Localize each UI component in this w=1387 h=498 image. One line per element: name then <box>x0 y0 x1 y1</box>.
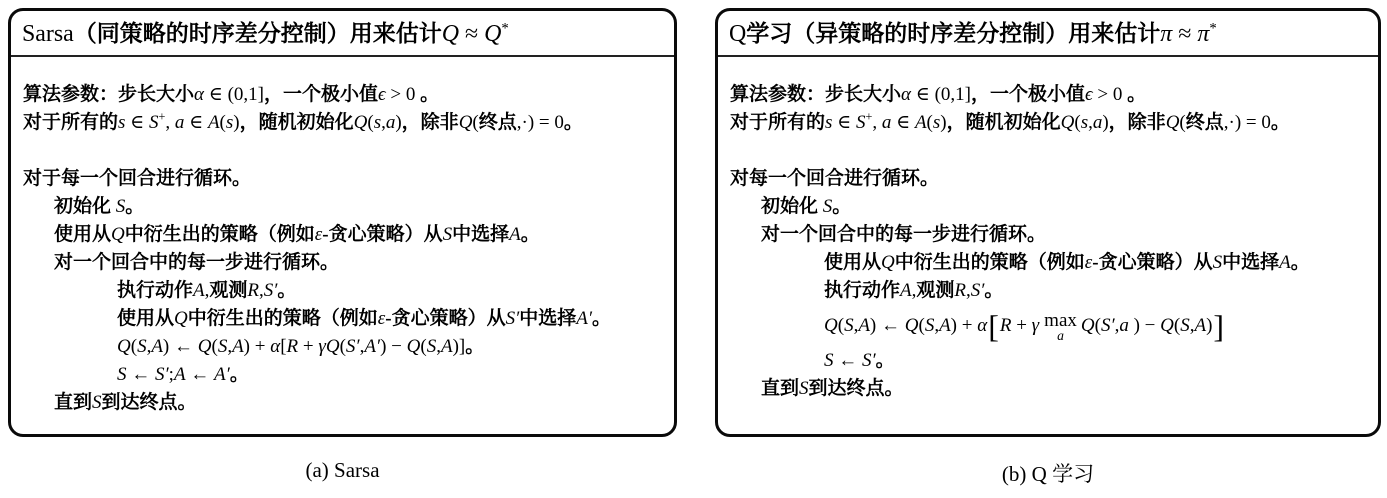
text-segment: 。 <box>125 196 145 217</box>
algorithm-line <box>23 249 668 277</box>
math-segment: ε <box>314 224 323 245</box>
math-segment: S <box>1212 252 1223 273</box>
text-segment: 初始化 <box>761 196 823 217</box>
math-segment: R <box>999 315 1012 336</box>
text-segment: 中衍生出的策略（例如 <box>124 224 315 245</box>
math-segment: ; <box>168 364 174 385</box>
text-segment: 。 <box>1127 84 1147 105</box>
math-segment: γ <box>1031 315 1040 336</box>
math-segment: A <box>1279 252 1291 273</box>
algorithm-title-qlearning <box>718 11 1378 57</box>
math-segment: Q <box>197 336 212 357</box>
math-segment: ] <box>1213 308 1225 344</box>
math-segment: S <box>426 336 437 357</box>
math-segment: + <box>1011 315 1032 336</box>
algorithm-line <box>730 193 1372 221</box>
math-segment: π <box>1197 21 1210 47</box>
math-segment: S <box>822 196 833 217</box>
math-segment: A <box>1194 315 1207 336</box>
algorithm-line <box>730 81 1372 109</box>
math-segment: ϵ <box>1084 84 1093 105</box>
algorithm-box-sarsa <box>8 8 677 437</box>
math-segment: ∈ (0,1] <box>204 84 264 105</box>
math-segment: s <box>118 112 126 133</box>
algorithm-line <box>730 221 1372 249</box>
math-segment: S <box>824 350 834 371</box>
math-segment: ,·) = 0 <box>1223 112 1271 133</box>
algorithm-line <box>730 249 1372 277</box>
algorithm-line <box>23 277 668 305</box>
text-segment: 。 <box>229 364 249 385</box>
text-segment: ，一个极小值 <box>970 84 1085 105</box>
algorithm-blank-line <box>730 137 1372 165</box>
math-segment: S <box>115 196 126 217</box>
math-segment: + <box>298 336 319 357</box>
math-segment: )] <box>452 336 466 357</box>
math-segment: [ <box>280 336 287 357</box>
text-segment: 观测 <box>916 280 955 301</box>
math-segment: ← <box>126 364 155 385</box>
algorithm-line <box>23 81 668 109</box>
text-segment: 。 <box>420 84 440 105</box>
math-segment: S′ <box>263 280 278 301</box>
math-segment: ( <box>1173 315 1181 336</box>
text-segment: ，随机初始化 <box>946 112 1061 133</box>
math-segment: s <box>1080 112 1089 133</box>
algorithm-line <box>23 109 668 137</box>
math-segment: , <box>436 336 441 357</box>
algorithm-line <box>23 361 668 389</box>
algorithm-title-sarsa <box>11 11 674 57</box>
text-segment: 。 <box>277 280 297 301</box>
text-segment: ，除非 <box>1108 112 1166 133</box>
math-segment: π <box>1160 21 1173 47</box>
text-segment: 初始化 <box>54 196 116 217</box>
algorithm-blank-line <box>23 137 668 165</box>
algorithm-line <box>730 347 1372 375</box>
math-segment: A <box>939 315 951 336</box>
math-segment: a <box>1119 315 1129 336</box>
math-segment: ( <box>420 336 427 357</box>
text-segment: 。 <box>875 350 895 371</box>
caption-qlearning: (b) Q 学习 <box>1001 462 1095 486</box>
math-segment: * <box>1209 20 1217 37</box>
math-segment: ( <box>130 336 138 357</box>
math-segment: ) ← <box>869 315 905 336</box>
math-segment: S′ <box>862 350 876 371</box>
math-segment: S′ <box>505 308 520 329</box>
math-segment: R <box>286 336 299 357</box>
math-segment: α <box>977 315 988 336</box>
math-segment: Q <box>325 336 340 357</box>
math-segment: , <box>259 280 264 301</box>
math-segment: Q <box>111 224 125 245</box>
math-segment: ) <box>395 112 402 133</box>
math-segment: ( <box>837 315 845 336</box>
text-segment: 算法参数：步长大小 <box>730 84 902 105</box>
math-segment: a <box>1092 112 1103 133</box>
math-segment: Q <box>117 336 131 357</box>
math-segment: ( <box>918 315 925 336</box>
math-segment: ) + <box>243 336 271 357</box>
math-segment: A <box>900 280 912 301</box>
math-segment: S <box>1180 315 1190 336</box>
caption-sarsa: (a) Sarsa <box>305 458 380 482</box>
algorithm-line <box>730 277 1372 305</box>
math-segment: s <box>825 112 833 133</box>
math-segment: A <box>914 112 927 133</box>
math-segment: S <box>217 336 228 357</box>
algorithm-body-qlearning <box>718 57 1378 403</box>
math-segment: ( <box>1094 315 1101 336</box>
text-segment: 终点 <box>1185 112 1224 133</box>
math-segment: ∈ <box>832 112 856 133</box>
math-segment: Q <box>1160 315 1174 336</box>
text-segment: 使用从 <box>117 308 175 329</box>
math-segment: , <box>1114 315 1120 336</box>
math-segment: , <box>853 315 859 336</box>
text-segment: 学习（异策略的时序差分控制）用来估计 <box>746 21 1161 46</box>
text-segment: 。 <box>1270 112 1290 133</box>
text-segment: 对于所有的 <box>730 112 826 133</box>
math-segment: ) − <box>380 336 407 357</box>
algorithm-box-qlearning <box>715 8 1381 437</box>
math-segment: Q <box>904 315 919 336</box>
math-segment: ) <box>1102 112 1109 133</box>
algorithm-line <box>23 333 668 361</box>
math-segment: , <box>911 280 917 301</box>
algorithm-line <box>23 193 668 221</box>
math-segment: R <box>247 280 259 301</box>
math-segment: α <box>270 336 281 357</box>
text-segment: 。 <box>832 196 852 217</box>
math-segment: a <box>174 112 185 133</box>
text-segment: 中选择 <box>1222 252 1280 273</box>
math-segment: ∈ <box>184 112 208 133</box>
math-segment: ≈ <box>1172 21 1198 47</box>
math-segment: Q <box>881 252 895 273</box>
text-segment: 。 <box>563 112 583 133</box>
text-segment: 使用从 <box>824 252 882 273</box>
math-segment: A <box>173 364 186 385</box>
text-segment: -贪心策略）从 <box>1092 252 1213 273</box>
text-segment: 中衍生出的策略（例如 <box>187 308 378 329</box>
math-segment: a <box>881 112 892 133</box>
text-segment: 。 <box>520 224 540 245</box>
math-segment: * <box>501 20 509 37</box>
math-segment: + <box>158 109 166 124</box>
text-segment: 观测 <box>209 280 248 301</box>
text-segment: 算法参数：步长大小 <box>23 84 195 105</box>
text-segment: 对于每一个回合进行循环。 <box>23 168 252 189</box>
algorithm-body-sarsa <box>11 57 674 417</box>
text-segment: ，除非 <box>401 112 459 133</box>
text-segment: 对一个回合中的每一步进行循环。 <box>54 252 340 273</box>
text-segment: -贪心策略）从 <box>322 224 443 245</box>
text-segment: 。 <box>465 336 485 357</box>
math-segment: A <box>193 280 205 301</box>
math-segment: , <box>204 280 210 301</box>
text-segment: 中选择 <box>519 308 577 329</box>
math-segment: , <box>165 112 175 133</box>
math-segment: ∈ <box>125 112 149 133</box>
math-segment: A <box>858 315 870 336</box>
math-segment: Q <box>458 112 473 133</box>
math-segment: ,·) = 0 <box>516 112 564 133</box>
text-segment: 直到 <box>54 392 93 413</box>
math-segment: ( <box>339 336 346 357</box>
math-segment: Q <box>729 21 747 47</box>
math-segment: R <box>954 280 966 301</box>
text-segment: 直到 <box>761 378 800 399</box>
text-segment: 到达终点。 <box>808 378 904 399</box>
text-segment: 终点 <box>478 112 517 133</box>
text-segment: 对每一个回合进行循环。 <box>730 168 940 189</box>
math-segment: a <box>385 112 396 133</box>
math-segment: ≈ <box>459 21 485 47</box>
math-segment: ∈ <box>891 112 915 133</box>
math-segment: ← <box>833 350 862 371</box>
math-segment: ) − <box>1128 315 1161 336</box>
algorithm-line <box>730 109 1372 137</box>
algorithm-line <box>23 389 668 417</box>
math-segment: ) <box>233 112 240 133</box>
math-segment: S <box>92 392 102 413</box>
math-segment: A′ <box>214 364 230 385</box>
math-segment: A <box>509 224 521 245</box>
math-segment: A′ <box>576 308 593 329</box>
text-segment: ，一个极小值 <box>263 84 378 105</box>
text-segment: 。 <box>592 308 612 329</box>
algorithm-line <box>730 165 1372 193</box>
algorithm-line <box>23 165 668 193</box>
math-segment: ( <box>472 112 479 133</box>
math-segment: s <box>932 112 941 133</box>
math-segment: , <box>1189 315 1195 336</box>
math-segment: s <box>225 112 234 133</box>
math-segment: A′ <box>364 336 381 357</box>
math-segment: A <box>207 112 220 133</box>
math-segment: S <box>924 315 935 336</box>
max-operator: max a <box>1044 309 1077 343</box>
math-segment: ( <box>1179 112 1186 133</box>
math-segment: Q <box>824 315 838 336</box>
math-segment: , <box>359 336 365 357</box>
math-segment: > 0 <box>1092 84 1128 105</box>
math-segment: , <box>934 315 940 336</box>
math-segment: ε <box>377 308 386 329</box>
math-segment: Q <box>1060 112 1075 133</box>
math-segment: Q <box>1080 315 1095 336</box>
math-segment: ϵ <box>377 84 386 105</box>
math-segment: α <box>194 84 204 105</box>
math-segment: S <box>442 224 453 245</box>
math-segment: S <box>137 336 147 357</box>
math-segment: Q <box>174 308 188 329</box>
text-segment: -贪心策略）从 <box>385 308 506 329</box>
math-segment: + <box>865 109 873 124</box>
math-segment: ∈ (0,1] <box>911 84 971 105</box>
math-segment: , <box>872 112 882 133</box>
math-segment: S <box>844 315 854 336</box>
math-segment: Q <box>1165 112 1180 133</box>
text-segment: （同策略的时序差分控制）用来估计 <box>73 21 442 46</box>
math-segment: Q <box>441 21 460 47</box>
math-segment: A <box>440 336 453 357</box>
text-segment: 对于所有的 <box>23 112 119 133</box>
algorithm-line <box>23 221 668 249</box>
math-segment: , <box>146 336 152 357</box>
math-segment: > 0 <box>385 84 421 105</box>
math-segment: Q <box>353 112 368 133</box>
text-segment: 执行动作 <box>117 280 194 301</box>
math-segment: γ <box>318 336 326 357</box>
math-segment: ) <box>1206 315 1213 336</box>
algorithm-line <box>23 305 668 333</box>
math-segment: ( <box>211 336 218 357</box>
math-segment: ) + <box>950 315 978 336</box>
math-segment: α <box>901 84 911 105</box>
text-segment: 中衍生出的策略（例如 <box>894 252 1085 273</box>
math-segment: , <box>381 112 386 133</box>
math-segment: [ <box>988 308 999 344</box>
math-segment: ) ← <box>162 336 198 357</box>
algorithm-line <box>730 375 1372 403</box>
math-segment: ( <box>926 112 933 133</box>
math-segment: S <box>799 378 809 399</box>
text-segment: 。 <box>984 280 1004 301</box>
math-segment: ( <box>219 112 226 133</box>
math-segment: Q <box>406 336 421 357</box>
math-segment: S′ <box>155 364 169 385</box>
math-segment: s <box>373 112 382 133</box>
math-segment: A <box>232 336 244 357</box>
math-segment: S′ <box>345 336 360 357</box>
text-segment: ，随机初始化 <box>239 112 354 133</box>
math-segment: S <box>856 112 866 133</box>
math-segment: , <box>1088 112 1093 133</box>
math-segment: ( <box>367 112 374 133</box>
math-segment: , <box>966 280 971 301</box>
math-segment: , <box>227 336 233 357</box>
math-segment: A <box>151 336 163 357</box>
math-segment: Q <box>484 21 502 47</box>
math-segment: Sarsa <box>22 21 74 47</box>
text-segment: 使用从 <box>54 224 112 245</box>
math-segment: S <box>149 112 159 133</box>
math-segment: S′ <box>970 280 985 301</box>
math-segment: ) <box>940 112 947 133</box>
math-segment: ε <box>1084 252 1093 273</box>
text-segment: 执行动作 <box>824 280 901 301</box>
text-segment: 中选择 <box>452 224 510 245</box>
math-segment: ( <box>1074 112 1081 133</box>
math-segment: ← <box>185 364 215 385</box>
text-segment: 到达终点。 <box>101 392 197 413</box>
algorithm-line <box>730 305 1372 347</box>
math-segment: S′ <box>1100 315 1115 336</box>
text-segment: 对一个回合中的每一步进行循环。 <box>761 224 1047 245</box>
math-segment: S <box>117 364 127 385</box>
text-segment: 。 <box>1290 252 1310 273</box>
